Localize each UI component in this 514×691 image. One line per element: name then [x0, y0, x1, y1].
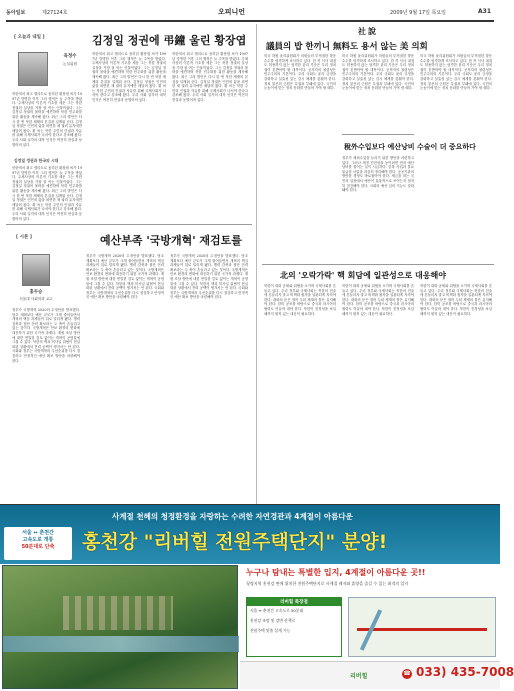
editorial3-body-b: 북한이 대화 공세와 위협을 오가며 국제사회를 흔들고 있다. 우리 정부와 국제사회는 북한의 전술에 흔들리지 말고 비핵화 원칙을 일관되게 지켜야 한다. 대화의 문은 열어 두되 제재의 틀은 유지해야 한다. 한미 공조를 바탕으로 중국과 러시아의 협력도 이끌어 내야 한다. 북한이 진정성을 보일 때까지 원칙 있는 대응이 필요하다.	[342, 284, 414, 316]
route-line3: 50분대로 단축	[21, 544, 55, 550]
ad-route-badge	[4, 527, 72, 560]
column-opinion	[6, 228, 252, 506]
column-body-d: 북한에서 최고 엘리트로 꼽히던 황장엽 씨가 1997년 망명한 이후 그의 행적은 늘 주목을 받았다. 주체사상의 이론적 기초를 세운 그는 북한 정권의 실상을 가장 잘 아는 인물이었다. 그는 김정일 정권의 몰락을 예견하며 북한 민주화를 위한 활동을 계속해 왔다. 최근 그의 발언은 다시 한 번 북한 체제의 본질을 일깨워 준다. 김정일 정권은 인민의 삶을 외면한 채 권력 유지에만 매달려 왔다. 황 씨는 북한 주민의 인권과 자유를 위해 국제사회가 나서야 한다고 강조해 왔다. 우리 사회 일각의 대북 인식은 여전히 현실과 동떨어져 있다.	[172, 52, 248, 102]
column2-body-c: 정부가 국방개혁 2020의 수정안을 발표했다. 당초 계획보다 예산 규모가 크게 줄어들면서 개혁의 핵심 과제들이 뒤로 밀리게 됐다. 병력 감축과 첨단 전력 확보라는 두 축이 흔들리고 있는 것이다. 국방개혁은 안보 환경의 변화에 대응하기 위한 국가적 과제다. 재원 조달 방안에 대한 면밀한 검토 없이는 개혁이 공염불에 그칠 수 있다. 북한의 핵과 미사일 위협이 현실화된 상황에서 전력 공백이 생겨서는 안 된다. 국회와 정부는 국방개혁의 우선순위를 다시 점검하고 안정적인 예산 확보 방안을 마련해야 한다.	[170, 254, 248, 300]
editorial1-title: 議員의 밥 한끼니 無料도 용서 않는 美 의회	[266, 42, 428, 52]
column-body-b: 북한에서 최고 엘리트로 꼽히던 황장엽 씨가 1997년 망명한 이후 그의 행적은 늘 주목을 받았다. 주체사상의 이론적 기초를 세운 그는 북한 정권의 실상을 가장 잘 아는 인물이었다. 그는 김정일 정권의 몰락을 예견하며 북한 민주화를 위한 활동을 계속해 왔다. 최근 그의 발언은 다시 한 번 북한 체제의 본질을 일깨워 준다. 김정일 정권은 인민의 삶을 외면한 채 권력 유지에만 매달려 왔다. 황 씨는 북한 주민의 인권과 자유를 위해 국제사회가 나서야 한다고 강조해 왔다. 우리 사회 일각의 대북 인식은 여전히 현실과 동떨어져 있다.	[12, 166, 82, 221]
ad-header	[0, 505, 500, 564]
ad-footer-bar	[240, 661, 514, 689]
ad-info-item-1: 서울 ↔ 춘천간 고속도로 50분대	[250, 608, 304, 613]
ad-map	[348, 597, 496, 657]
editorial3-title: 北의 '오락가락' 핵 회담에 일관성으로 대응해야	[280, 270, 446, 280]
ad-map-road	[357, 628, 487, 631]
column-subhead: 김정일 정권과 한국의 시대	[14, 158, 59, 163]
author2-title: 서울대 사회학과 교수	[19, 297, 53, 301]
route-line2: 고속도로 개통	[22, 537, 54, 543]
author2-name: 홍두승	[29, 290, 43, 295]
column-divider	[6, 224, 252, 225]
editorial2-rule	[262, 264, 494, 265]
ad-photo-houses	[63, 596, 173, 630]
ad-phone: 033) 435-7008	[416, 665, 514, 679]
ad-info-item-2: 홍천강 조망 및 강변 산책로	[250, 618, 296, 623]
column-body-c: 북한에서 최고 엘리트로 꼽히던 황장엽 씨가 1997년 망명한 이후 그의 행적은 늘 주목을 받았다. 주체사상의 이론적 기초를 세운 그는 북한 정권의 실상을 가장 잘 아는 인물이었다. 그는 김정일 정권의 몰락을 예견하며 북한 민주화를 위한 활동을 계속해 왔다. 최근 그의 발언은 다시 한 번 북한 체제의 본질을 일깨워 준다. 김정일 정권은 인민의 삶을 외면한 채 권력 유지에만 매달려 왔다. 황 씨는 북한 주민의 인권과 자유를 위해 국제사회가 나서야 한다고 강조해 왔다. 우리 사회 일각의 대북 인식은 여전히 현실과 동떨어져 있다.	[92, 52, 166, 102]
route-line1: 서울 ↔ 춘천간	[22, 530, 54, 536]
issue-number: 제27124호	[42, 10, 68, 16]
ad-tagline: 사계절 천혜의 청정환경을 자랑하는 수려한 자연경관과 4계절이 아름다운	[112, 512, 353, 521]
ad-headline: 홍천강 "리버힐 전원주택단지" 분양!	[82, 531, 388, 553]
author-photo	[18, 52, 48, 86]
phone-icon: ☎	[403, 670, 411, 677]
editorials	[262, 24, 494, 504]
ad-info-title: 리버힐 특장점	[247, 598, 341, 606]
ad-info-box	[246, 597, 342, 657]
section-title: 오피니언	[218, 8, 246, 16]
column2-title: 예산부족 '국방개혁' 재검토를	[100, 234, 242, 247]
editorial2-title: 稅外수입보다 예산낭비 수술이 더 중요하다	[344, 142, 476, 151]
column2-kicker: [ 시론 ]	[16, 235, 32, 240]
paper-name: 동아일보	[6, 10, 26, 16]
editorial1-body-b: 미국 하원 윤리위원회가 의원들의 부적절한 향응 수수를 엄격하게 조사하고 있다. 한 끼 식사 대접도 허용하지 않는 엄격한 윤리 기준은 우리 정치권이 본받아야 할 대목이다. 공직자의 청렴성은 민주주의의 기본이다. 우리 국회도 윤리 규정을 강화하고 실효성 있는 감시 체계를 갖춰야 한다. 정치 불신의 근원은 특권과 부패에 있다. 국민의 눈높이에 맞는 정치 문화를 만들어 가야 할 때다.	[342, 54, 414, 91]
author-title: 논설위원	[63, 62, 77, 66]
editorial1-body-a: 미국 하원 윤리위원회가 의원들의 부적절한 향응 수수를 엄격하게 조사하고 있다. 한 끼 식사 대접도 허용하지 않는 엄격한 윤리 기준은 우리 정치권이 본받아야 할 대목이다. 공직자의 청렴성은 민주주의의 기본이다. 우리 국회도 윤리 규정을 강화하고 실효성 있는 감시 체계를 갖춰야 한다. 정치 불신의 근원은 특권과 부패에 있다. 국민의 눈높이에 맞는 정치 문화를 만들어 가야 할 때다.	[264, 54, 336, 91]
ad-company: 리버힐	[350, 673, 368, 680]
advertisement	[0, 505, 514, 691]
masthead-rule	[6, 20, 494, 22]
author2-photo	[22, 254, 50, 286]
masthead	[6, 6, 494, 20]
editorial-label: 社說	[358, 27, 378, 36]
date: 2009년 9월 17일 목요일	[390, 10, 447, 16]
author-name: 육정수	[63, 54, 77, 59]
column-body-a: 북한에서 최고 엘리트로 꼽히던 황장엽 씨가 1997년 망명한 이후 그의 행적은 늘 주목을 받았다. 주체사상의 이론적 기초를 세운 그는 북한 정권의 실상을 가장 잘 아는 인물이었다. 그는 김정일 정권의 몰락을 예견하며 북한 민주화를 위한 활동을 계속해 왔다. 최근 그의 발언은 다시 한 번 북한 체제의 본질을 일깨워 준다. 김정일 정권은 인민의 삶을 외면한 채 권력 유지에만 매달려 왔다. 황 씨는 북한 주민의 인권과 자유를 위해 국제사회가 나서야 한다고 강조해 왔다. 우리 사회 일각의 대북 인식은 여전히 현실과 동떨어져 있다.	[12, 92, 82, 147]
column2-body-a: 정부가 국방개혁 2020의 수정안을 발표했다. 당초 계획보다 예산 규모가 크게 줄어들면서 개혁의 핵심 과제들이 뒤로 밀리게 됐다. 병력 감축과 첨단 전력 확보라는 두 축이 흔들리고 있는 것이다. 국방개혁은 안보 환경의 변화에 대응하기 위한 국가적 과제다. 재원 조달 방안에 대한 면밀한 검토 없이는 개혁이 공염불에 그칠 수 있다. 북한의 핵과 미사일 위협이 현실화된 상황에서 전력 공백이 생겨서는 안 된다. 국회와 정부는 국방개혁의 우선순위를 다시 점검하고 안정적인 예산 확보 방안을 마련해야 한다.	[12, 308, 80, 363]
editorial1-rule	[342, 134, 414, 135]
ad-photo	[2, 565, 238, 689]
column-title: 김정일 정권에 弔鐘 울린 황장엽	[92, 34, 247, 47]
ad-sub-text: 청정지역 홍천강 변에 위치한 전원주택단지로 사계절 레저와 휴양을 즐길 수 있는 최적의 입지	[246, 581, 409, 586]
editorial2-body: 정부가 세외수입을 늘리기 위한 방안을 마련하고 있다. 그러나 재정 건전성을 높이려면 먼저 예산 낭비를 줄이는 일이 시급하다. 중복 사업과 불요불급한 사업을 과감히 정리해야 한다. 공공기관의 방만한 경영도 바로잡아야 한다. 세금을 내는 국민의 입장에서 예산이 효율적으로 쓰이는지 철저히 점검해야 한다. 국회의 예산 심의 기능도 강화돼야 한다.	[342, 156, 414, 193]
editorial3-body-c: 북한이 대화 공세와 위협을 오가며 국제사회를 흔들고 있다. 우리 정부와 국제사회는 북한의 전술에 흔들리지 말고 비핵화 원칙을 일관되게 지켜야 한다. 대화의 문은 열어 두되 제재의 틀은 유지해야 한다. 한미 공조를 바탕으로 중국과 러시아의 협력도 이끌어 내야 한다. 북한이 진정성을 보일 때까지 원칙 있는 대응이 필요하다.	[420, 284, 492, 316]
column-kicker: [ 오늘과 내일 ]	[14, 35, 45, 40]
column2-body-b: 정부가 국방개혁 2020의 수정안을 발표했다. 당초 계획보다 예산 규모가 크게 줄어들면서 개혁의 핵심 과제들이 뒤로 밀리게 됐다. 병력 감축과 첨단 전력 확보라는 두 축이 흔들리고 있는 것이다. 국방개혁은 안보 환경의 변화에 대응하기 위한 국가적 과제다. 재원 조달 방안에 대한 면밀한 검토 없이는 개혁이 공염불에 그칠 수 있다. 북한의 핵과 미사일 위협이 현실화된 상황에서 전력 공백이 생겨서는 안 된다. 국회와 정부는 국방개혁의 우선순위를 다시 점검하고 안정적인 예산 확보 방안을 마련해야 한다.	[86, 254, 164, 300]
ad-sub-headline: 누구나 탐내는 특별한 입지, 4계절이 아름다운 곳!!	[246, 568, 426, 577]
page-number: A31	[478, 8, 491, 15]
ad-photo-river	[3, 636, 239, 652]
editorial3-body-a: 북한이 대화 공세와 위협을 오가며 국제사회를 흔들고 있다. 우리 정부와 국제사회는 북한의 전술에 흔들리지 말고 비핵화 원칙을 일관되게 지켜야 한다. 대화의 문은 열어 두되 제재의 틀은 유지해야 한다. 한미 공조를 바탕으로 중국과 러시아의 협력도 이끌어 내야 한다. 북한이 진정성을 보일 때까지 원칙 있는 대응이 필요하다.	[264, 284, 336, 316]
editorial1-body-c: 미국 하원 윤리위원회가 의원들의 부적절한 향응 수수를 엄격하게 조사하고 있다. 한 끼 식사 대접도 허용하지 않는 엄격한 윤리 기준은 우리 정치권이 본받아야 할 대목이다. 공직자의 청렴성은 민주주의의 기본이다. 우리 국회도 윤리 규정을 강화하고 실효성 있는 감시 체계를 갖춰야 한다. 정치 불신의 근원은 특권과 부패에 있다. 국민의 눈높이에 맞는 정치 문화를 만들어 가야 할 때다.	[420, 54, 492, 91]
center-divider	[256, 24, 257, 504]
column-today-tomorrow	[6, 24, 252, 220]
ad-info-item-3: 전원주택 맞춤 설계 가능	[250, 628, 291, 633]
